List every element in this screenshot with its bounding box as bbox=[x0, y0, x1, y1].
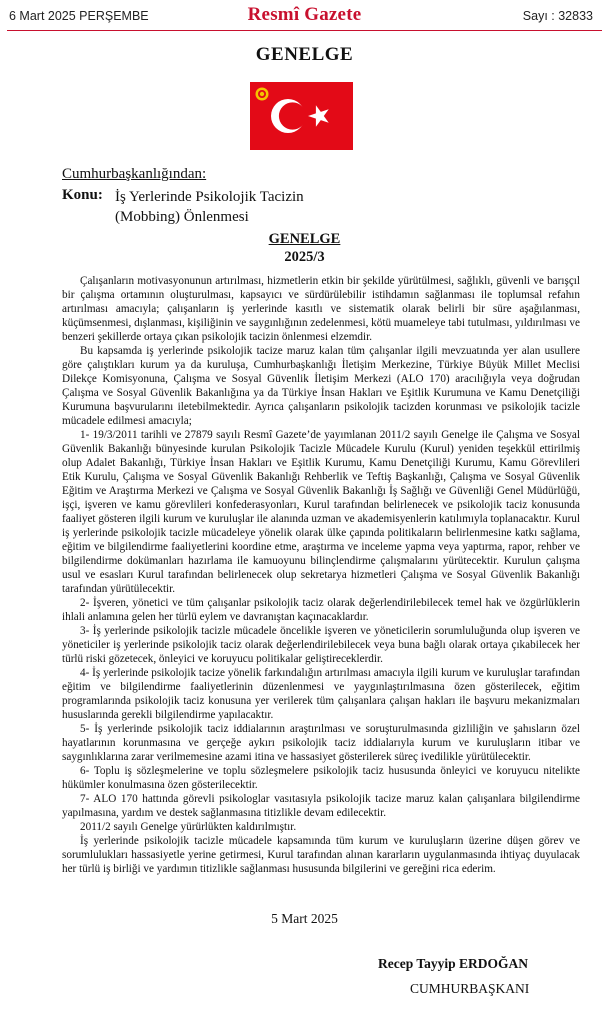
circular-title: GENELGE bbox=[268, 231, 341, 247]
document-date: 5 Mart 2025 bbox=[271, 911, 338, 926]
header-date: 6 Mart 2025 PERŞEMBE bbox=[9, 9, 149, 23]
circular-number: 2025/3 bbox=[284, 249, 325, 265]
paragraph-item-5: 5- İş yerlerinde psikolojik taciz iddialarının araştırılması ve soruşturulmasında gizliliğin ve şahısların özel hayatlarının korunmasına ve gerçeğe aykırı psikolojik taciz iddialarıyla kurum ve kuruluşların itibar ve saygınlıklarına zarar verilmemesine azami itina ve hassasiyet gösterilerek süreç ivedilikle yürütülecektir. bbox=[62, 723, 580, 763]
paragraph-scope: Bu kapsamda iş yerlerinde psikolojik tacize maruz kalan tüm çalışanlar ilgili mevzuatında yer alan usullere göre çalıştıkları kurum ya da kuruluşa, Cumhurbaşkanlığı İletişim Merkezine, Türkiye Büyük Millet Meclisi Dilekçe Komisyonuna, Çalışma ve Sosyal Güvenlik İletişim Merkezi (ALO 170) aracılığıyla veya doğrudan Çalışma ve Sosyal Güvenlik Bakanlığına ya da Türkiye İnsan Hakları ve Eşitlik Kurumuna ve Kamu Denetçiliği Kurumuna başvurularını iletebilmektedir. Ayrıca çalışanların psikolojik tacizden korunması ve psikolojik tacizle mücadele edilmesi amacıyla; bbox=[62, 345, 580, 427]
gazette-title: Resmî Gazete bbox=[247, 4, 362, 25]
paragraph-closing: İş yerlerinde psikolojik tacizle mücadele kapsamında tüm kurum ve kuruluşların üzerine düşen görev ve sorumlulukları hassasiyetle yerine getirmesi, Kurul tarafından alınan kararların uygulanmasında ihtiyaç duyulacak her türlü iş birliği ve yardımın titizlikle sağlanması hususunda bilgilerini ve gereğini rica ederim. bbox=[62, 835, 580, 875]
paragraph-item-2: 2- İşveren, yönetici ve tüm çalışanlar psikolojik taciz olarak değerlendirilebilecek temel hak ve özgürlüklerin ihlali anlamına gelen her türlü eylem ve davranıştan kaçınacaklardır. bbox=[62, 597, 580, 623]
gazette-header bbox=[0, 0, 609, 30]
turkish-flag-icon bbox=[250, 82, 353, 150]
signatory-title: CUMHURBAŞKANI bbox=[410, 981, 530, 996]
paragraph-item-4: 4- İş yerlerinde psikolojik tacize yönelik farkındalığın artırılması amacıyla ilgili kurum ve kuruluşlar tarafından eğitim ve bilgilendirme faaliyetlerinin düzenlenmesi ve yaygınlaştırılmasına özen gösterilecek, eğitim programlarında psikolojik taciz konusuna yer verilerek tüm çalışanlara çalışan hakları ile başvuru mekanizmaları hususlarında gerekli bilgilendirme yapılacaktır. bbox=[62, 667, 580, 721]
subject-line-1: İş Yerlerinde Psikolojik Tacizin bbox=[115, 189, 304, 205]
circular-body bbox=[62, 274, 580, 876]
paragraph-repeal: 2011/2 sayılı Genelge yürürlükten kaldırılmıştır. bbox=[80, 821, 297, 833]
signatory-last-name: ERDOĞAN bbox=[459, 956, 529, 971]
paragraph-intro: Çalışanların motivasyonunun artırılması, hizmetlerin etkin bir şekilde yürütülmesi, sağlıklı, güvenli ve barışçıl bir çalışma ortamının oluşturulması, kapsayıcı ve sürdürülebilir istihdamın sağlanması ile toplumsal refahın artırılması amacıyla; çalışanların iş yerlerinde kasıtlı ve sistematik olarak belirli bir süre aşağılanması, küçümsenmesi, dışlanması, kişiliğinin ve saygınlığının zedelenmesi, kötü muameleye tabi tutulması, yıldırılması ve benzeri şekillerde ortaya çıkan psikolojik tacizin önlenmesi elzemdir. bbox=[62, 275, 580, 343]
header-divider bbox=[7, 30, 602, 31]
subject-label: Konu: bbox=[62, 187, 103, 203]
issuer-line: Cumhurbaşkanlığından: bbox=[62, 166, 207, 182]
paragraph-item-3: 3- İş yerlerinde psikolojik tacizle mücadele öncelikle işveren ve yöneticilerin sorumluluğunda olup işveren ve yöneticiler iş yerlerinde psikolojik taciz olarak değerlendirilebilecek veya buna bağlı olarak ortaya çıkabilecek her türlü riski gözetecek, önleyici ve koruyucu politikalar geliştireceklerdir. bbox=[62, 625, 580, 665]
issue-number: Sayı : 32833 bbox=[522, 9, 593, 23]
document-heading: GENELGE bbox=[255, 44, 354, 65]
signatory-first-name: Recep Tayyip bbox=[378, 956, 456, 971]
paragraph-item-6: 6- Toplu iş sözleşmelerine ve toplu sözleşmelere psikolojik taciz hususunda önleyici ve koruyucu nitelikte hükümler konulmasına özen gösterilecektir. bbox=[62, 765, 580, 791]
paragraph-item-1: 1- 19/3/2011 tarihli ve 27879 sayılı Resmî Gazete’de yayımlanan 2011/2 sayılı Genelge ile Çalışma ve Sosyal Güvenlik Bakanlığı bünyesinde kurulan Psikolojik Tacizle Mücadele Kurulu (Kurul) yeniden teşekkül ettirilmiş olup Adalet Bakanlığı, Türkiye İnsan Hakları ve Eşitlik Kurumu, Kamu Denetçiliği Kurumu, Kamu Görevlileri Etik Kurulu, Çalışma ve Sosyal Güvenlik Bakanlığı Rehberlik ve Teftiş Başkanlığı, Çalışma ve Sosyal Güvenlik Eğitim ve Araştırma Merkezi ve Çalışma ve Sosyal Güvenlik Bakanlığı İş Sağlığı ve Güvenliği Genel Müdürlüğü, işçi, işveren ve kamu görevlileri konfederasyonları, Kurul tarafından belirlenecek ve psikolojik taciz konusunda faaliyet gösteren ilgili kurum ve kuruluşlar ile alanında uzman ve akademisyenlerin katılımıyla toplanacaktır. Kurul iş yerlerinde psikolojik tacizle mücadeleye yönelik olarak ülke çapında politikaların belirlenmesine katkı sağlama, eğitim ve bilgilendirme faaliyetlerini koordine etme, araştırma ve inceleme yapma veya yaptırma, rapor, rehber ve bilgilendirme dokümanları hazırlama ile kamuoyunu bilinçlendirme çalışmalarını yürütecektir. Kurulun çalışma usul ve esasları Kurul tarafından belirlenecek olup sekretarya hizmetleri Çalışma ve Sosyal Güvenlik Bakanlığı tarafından yürütülecektir. bbox=[62, 429, 580, 595]
subject-text bbox=[115, 187, 365, 227]
signatory-name bbox=[378, 956, 528, 972]
paragraph-item-7: 7- ALO 170 hattında görevli psikologlar vasıtasıyla psikolojik tacize maruz kalan çalışanlara bilgilendirme yapılmasına, yardım ve destek sağlanmasına titizlikle devam edilecektir. bbox=[62, 793, 580, 819]
presidential-sun-emblem-icon bbox=[256, 88, 269, 101]
subject-line-2: (Mobbing) Önlenmesi bbox=[115, 209, 249, 225]
